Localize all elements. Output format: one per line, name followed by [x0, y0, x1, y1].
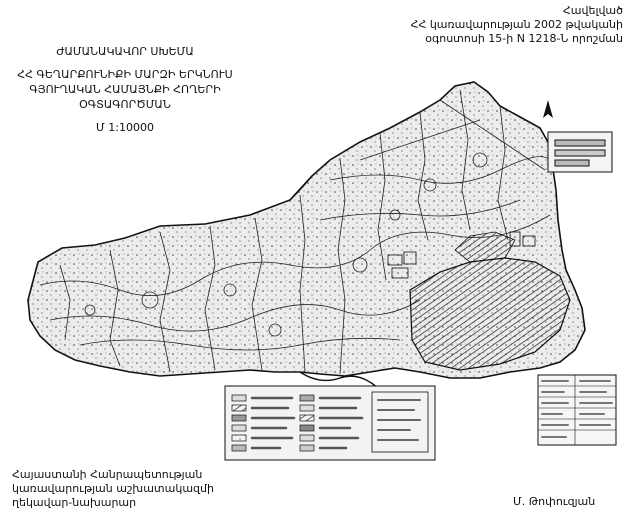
map-legend	[225, 386, 435, 460]
title-line-3: ԳՅՈՒՂԱԿԱՆ ՀԱՄԱՅՆՔԻ ՀՈՂԵՐԻ	[29, 83, 221, 96]
approval-header	[411, 4, 623, 46]
signatory-name: Մ. Թոփուզյան	[513, 495, 596, 508]
map-title-block	[10, 44, 240, 135]
title-line-4: ՕԳՏԱԳՈՐԾՄԱՆ	[79, 98, 171, 111]
approval-line-3: օգոստոսի 15-ի N 1218-Ն որոշման	[425, 32, 623, 45]
signatory-line-1: Հայաստանի Հանրապետության	[12, 468, 203, 481]
signatory-line-3: ղեկավար-նախարար	[12, 496, 137, 509]
north-arrow-icon	[543, 100, 553, 118]
signatory-line-2: կառավարության աշխատակազմի	[12, 482, 214, 495]
inset-panel	[548, 132, 612, 172]
approval-line-2: ՀՀ կառավարության 2002 թվականի	[410, 18, 623, 31]
title-line-2: ՀՀ ԳԵՂԱՐՔՈՒՆԻՔԻ ՄԱՐԶԻ ԵՐԿՆՈՒՍ	[17, 68, 233, 81]
map-stamp	[538, 375, 616, 445]
signatory-title	[12, 468, 214, 510]
approval-line-1: Հավելված	[562, 4, 623, 17]
title-line-1: ԺԱՄԱՆԱԿԱՎՈՐ ՍԽԵՄԱ	[56, 45, 194, 58]
map-scale: Մ 1:10000	[96, 121, 154, 134]
